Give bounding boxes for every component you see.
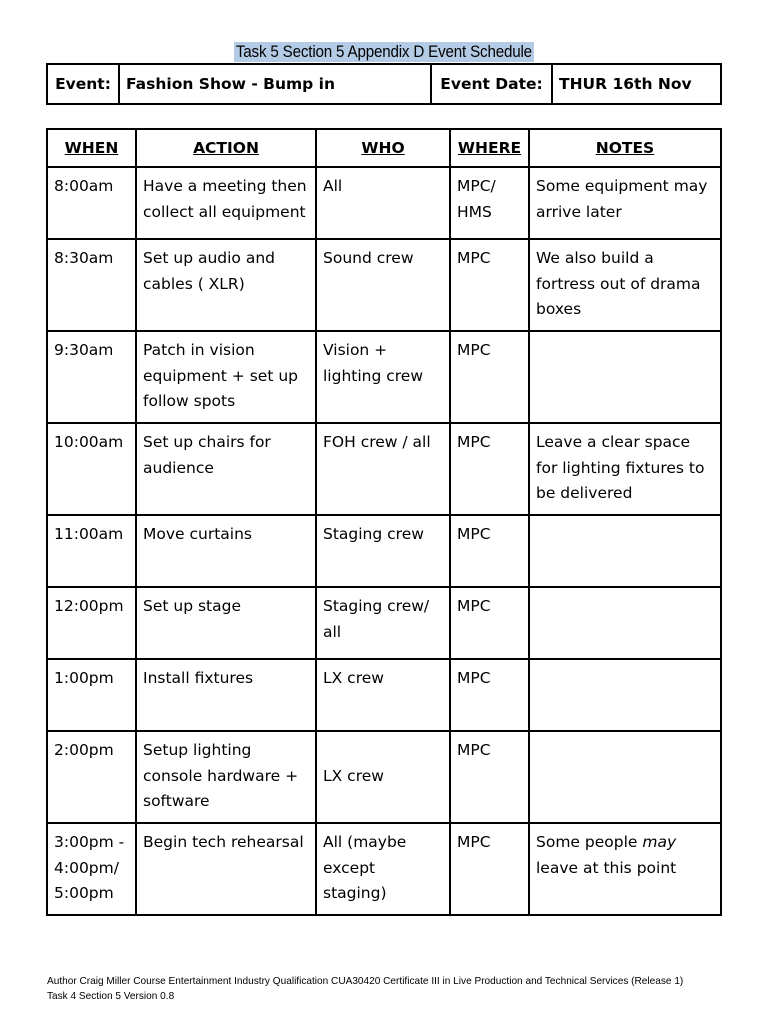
cell-who: Vision + lighting crew <box>316 331 450 423</box>
schedule-row <box>47 423 721 515</box>
notes-text: Some people <box>536 833 643 851</box>
cell-where: MPC <box>450 659 529 731</box>
cell-action: Set up chairs for audience <box>136 423 316 515</box>
header-notes: NOTES <box>529 129 721 167</box>
cell-who: Sound crew <box>316 239 450 331</box>
header-when: WHEN <box>47 129 136 167</box>
header-who: WHO <box>316 129 450 167</box>
cell-action: Set up stage <box>136 587 316 659</box>
cell-notes <box>529 167 721 239</box>
cell-who: All <box>316 167 450 239</box>
cell-who: LX crew <box>316 731 450 823</box>
cell-when: 10:00am <box>47 423 136 515</box>
cell-where: MPC <box>450 515 529 587</box>
cell-who: Staging crew/ all <box>316 587 450 659</box>
cell-where: MPC/ HMS <box>450 167 529 239</box>
title-wrap <box>0 42 768 62</box>
cell-action: Install fixtures <box>136 659 316 731</box>
cell-notes <box>529 331 721 423</box>
cell-when: 3:00pm - 4:00pm/ 5:00pm <box>47 823 136 915</box>
cell-where: MPC <box>450 731 529 823</box>
schedule-row <box>47 823 721 915</box>
notes-text: We also build a fortress out of drama boxes <box>536 249 701 318</box>
event-date-label: Event Date: <box>431 64 552 104</box>
cell-notes <box>529 515 721 587</box>
cell-where: MPC <box>450 823 529 915</box>
cell-action: Begin tech rehearsal <box>136 823 316 915</box>
notes-text: leave at this point <box>536 858 677 877</box>
page-footer <box>47 974 709 1004</box>
event-info-table <box>46 63 722 105</box>
cell-action: Move curtains <box>136 515 316 587</box>
cell-when: 9:30am <box>47 331 136 423</box>
cell-action: Set up audio and cables ( XLR) <box>136 239 316 331</box>
cell-notes <box>529 423 721 515</box>
schedule-row <box>47 515 721 587</box>
event-value: Fashion Show - Bump in <box>119 64 431 104</box>
cell-when: 11:00am <box>47 515 136 587</box>
schedule-table <box>46 128 722 916</box>
cell-notes <box>529 587 721 659</box>
cell-where: MPC <box>450 239 529 331</box>
footer-version-line: Task 4 Section 5 Version 0.8 <box>47 990 175 1002</box>
cell-where: MPC <box>450 587 529 659</box>
cell-action: Patch in vision equipment + set up follow spots <box>136 331 316 423</box>
cell-who: FOH crew / all <box>316 423 450 515</box>
cell-who: Staging crew <box>316 515 450 587</box>
cell-where: MPC <box>450 423 529 515</box>
header-where: WHERE <box>450 129 529 167</box>
schedule-row <box>47 659 721 731</box>
cell-who: LX crew <box>316 659 450 731</box>
notes-text: Leave a clear space for lighting fixtures to be delivered <box>536 433 705 502</box>
cell-when: 1:00pm <box>47 659 136 731</box>
cell-when: 2:00pm <box>47 731 136 823</box>
schedule-row <box>47 587 721 659</box>
cell-where: MPC <box>450 331 529 423</box>
cell-action: Have a meeting then collect all equipment <box>136 167 316 239</box>
schedule-header-row <box>47 129 721 167</box>
cell-when: 8:30am <box>47 239 136 331</box>
cell-notes <box>529 731 721 823</box>
schedule-row <box>47 167 721 239</box>
cell-action: Setup lighting console hardware + software <box>136 731 316 823</box>
event-date-value: THUR 16th Nov <box>552 64 721 104</box>
cell-notes <box>529 823 721 915</box>
footer-author-line: Author Craig Miller Course Entertainment Industry Qualification CUA30420 Certificate III in Live Production and Technical Services (Release 1) <box>47 975 684 987</box>
cell-when: 8:00am <box>47 167 136 239</box>
cell-notes <box>529 239 721 331</box>
cell-notes <box>529 659 721 731</box>
event-label: Event: <box>47 64 119 104</box>
schedule-row <box>47 331 721 423</box>
cell-when: 12:00pm <box>47 587 136 659</box>
schedule-row <box>47 731 721 823</box>
notes-text: Some equipment may arrive later <box>536 177 708 221</box>
document-title: Task 5 Section 5 Appendix D Event Schedule <box>235 43 533 61</box>
schedule-row <box>47 239 721 331</box>
notes-emphasis: may <box>642 833 677 851</box>
header-action: ACTION <box>136 129 316 167</box>
event-info-row <box>47 64 721 104</box>
cell-who: All (maybe except staging) <box>316 823 450 915</box>
